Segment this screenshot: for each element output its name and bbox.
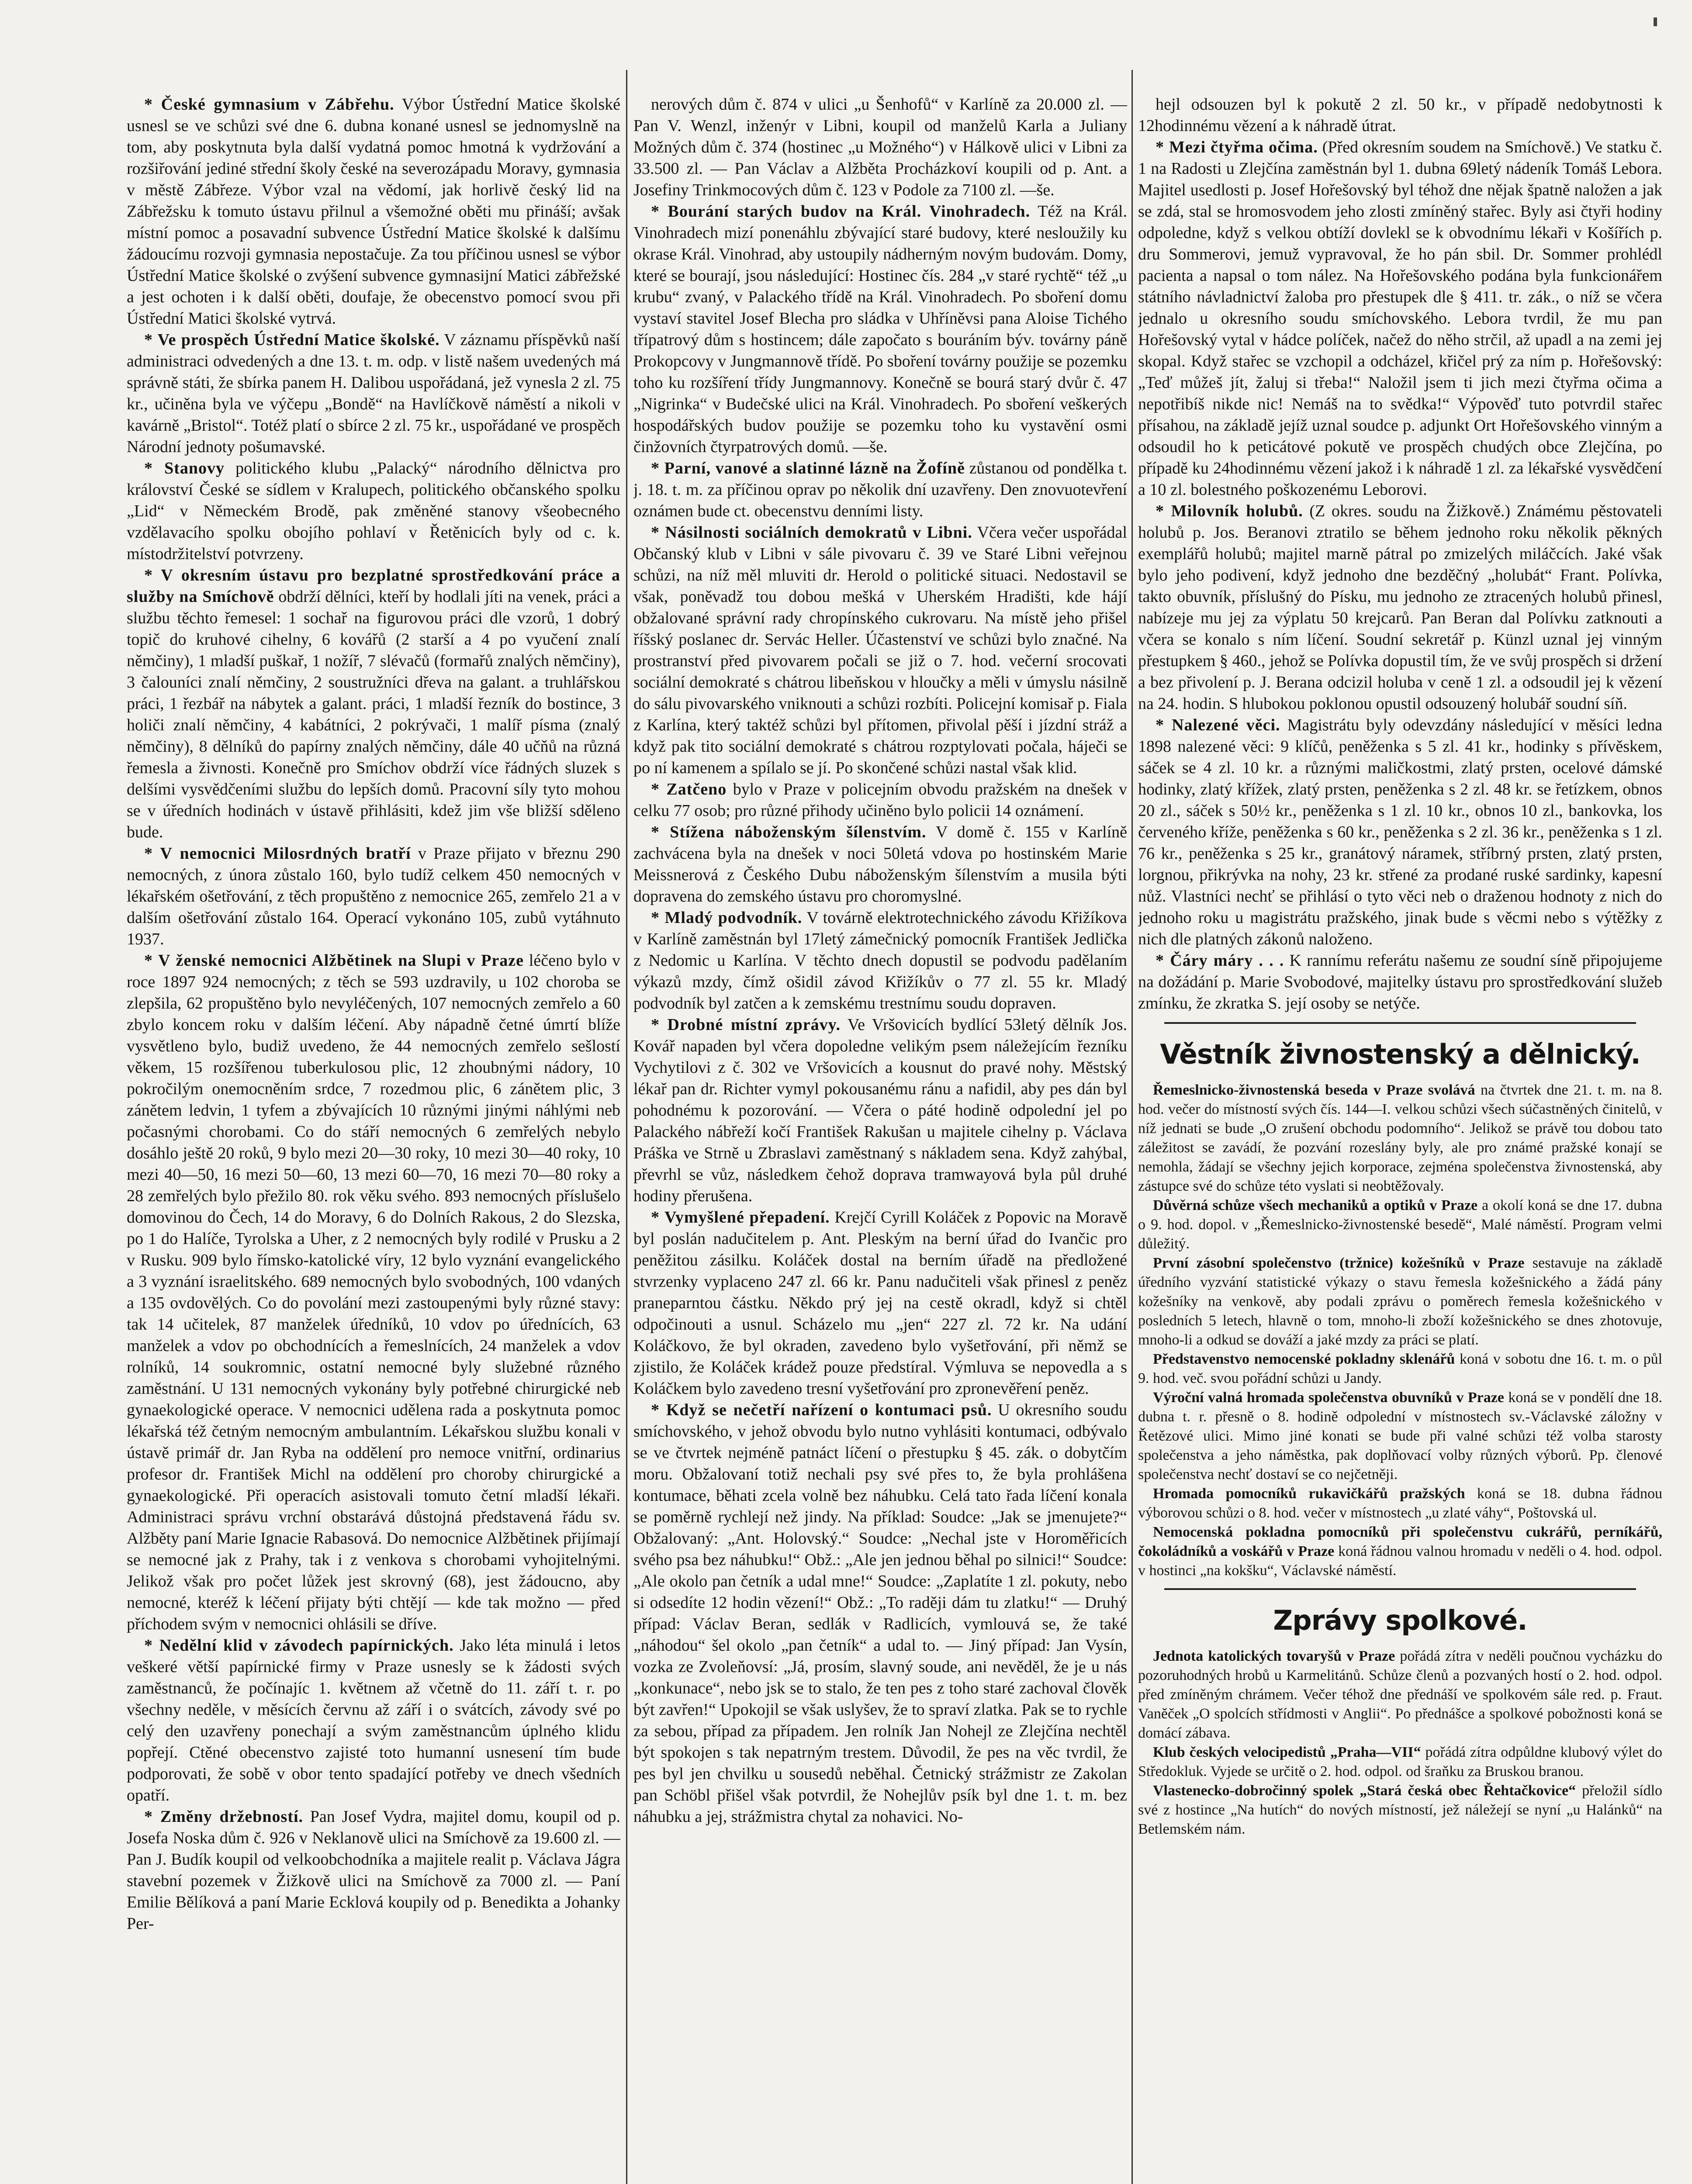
news-paragraph: [1138, 1484, 1662, 1523]
news-paragraph: [1138, 137, 1662, 501]
paragraph-text: koná v sobotu dne 16. t. m. o půl 9. hod. več. svou pořádní schůzi u Jandy.: [1138, 1351, 1662, 1386]
news-paragraph: [127, 565, 620, 843]
paragraph-headline: * V ženské nemocnici Alžbětinek na Slupi v Praze: [144, 951, 524, 970]
news-paragraph: [1138, 1647, 1662, 1743]
paragraph-text: přeložil sídlo své z hostince „Na hutích“ do nových místností, jež náležejí se nyní „u Halánků“ na Betlemském nám.: [1138, 1783, 1662, 1837]
paragraph-text: koná řádnou valnou hromadu v neděli o 4. hod. odpol. v hostinci „na kokšku“, Václavské náměstí.: [1138, 1543, 1662, 1579]
paragraph-text: pořádá zítra odpůldne klubový výlet do Středokluk. Vyjede se určitě o 2. hod. odpol. od šraňku za Bruskou branou.: [1138, 1744, 1662, 1780]
news-paragraph: [633, 458, 1127, 522]
paragraph-headline: * Když se nečetří nařízení o kontumaci psů.: [651, 1401, 992, 1419]
paragraph-headline: * Drobné místní zprávy.: [651, 1016, 841, 1034]
news-paragraph: [633, 201, 1127, 458]
paragraph-headline: Jednota katolických tovaryšů v Praze: [1153, 1648, 1395, 1664]
news-paragraph: [127, 329, 620, 458]
paragraph-headline: * Změny držebností.: [144, 1807, 304, 1826]
paragraph-headline: * Čáry máry . . .: [1156, 951, 1284, 970]
paragraph-text: koná se v pondělí dne 18. dubna t. r. přesně o 8. hodině odpolední v místnostech sv.-Václavské záložny v Řetězové ulici. Mimo jiné konati se bude při valné schůzi též volba starosty společenstva a jeho náměstka, pak doplňovací volby různých výborů. Pp. členové společenstva nechť dostaví se co nejčetněji.: [1138, 1389, 1662, 1482]
paragraph-headline: Hromada pomocníků rukavičkářů pražských: [1153, 1486, 1465, 1502]
news-paragraph: [127, 950, 620, 1635]
paragraph-headline: * Stanovy: [144, 459, 225, 477]
section-title: Zprávy spolkové.: [1273, 1604, 1527, 1636]
paragraph-headline: * Vymyšlené přepadení.: [651, 1208, 830, 1227]
news-paragraph: [127, 843, 620, 950]
section-divider: [1164, 1022, 1636, 1024]
news-paragraph: [1138, 1523, 1662, 1580]
news-paragraph: [127, 1806, 620, 1935]
column-divider: [626, 70, 627, 2184]
paragraph-headline: * Mladý podvodník.: [651, 909, 803, 927]
news-paragraph: [633, 1207, 1127, 1400]
paragraph-headline: Řemeslnicko-živnostenská beseda v Praze svolává: [1153, 1082, 1475, 1098]
column-divider: [1131, 70, 1133, 2184]
paragraph-text: U okresního soudu smíchovského, v jehož obvodu bylo nutno vyhlásiti kontumaci, odbývalo se ve čtvrtek nejméně patnáct líčení o přestupku § 45. zák. o dobytčím moru. Obžalovaní totiž nechali psy své přes to, že byla prohlášena kontumace, běhati zcela volně bez náhubku. Celá tato řada líčení konala se poměrně rychlejí než jindy. Na příklad: Soudce: „Jak se jmenujete?“ Obžalovaný: „Ant. Holovský.“ Soudce: „Nechal jste v Horoměřicích svého psa bez náhubku!“ Obž.: „Ale jen jednou běhal po silnici!“ Soudce: „Ale okolo pan četník a udal mne!“ Soudce: „Zaplatíte 1 zl. pokuty, nebo si odsedíte 12 hodin vězení!“ Obž.: „To raději dám tu zlatku!“ — Druhý případ: Václav Beran, sedlák v Radlicích, vymlouvá se, že také „náhodou“ šel okolo „pan četník“ a udal to. — Jiný případ: Jan Vysín, vozka ze Zvoleňovsí: „Já, prosím, slavný soude, ani nevěděl, že je u nás „konkunace“, nebo jsk se to stalo, že ten pes z toho staré zachoval člověk být zavřen!“ Upokojil se však uslyšev, že to spraví zlatka. Pak se to rychle za sebou, případ za případem. Jen rolník Jan Nohejl ze Zlejčína nechtěl být spokojen s tak nepatrným trestem. Důvodil, že pes na věc tvrdil, že pes byl jen chvilku u sousedů neběhal. Četnický strážmistr ze Zakolan pan Schöbl přišel však potvrdil, že Nohejlův psík byl dne 1. t. m. bez náhubku a jej, strážmistra chytal za nohavici. No-: [633, 1401, 1127, 1826]
paragraph-text: zůstanou od pondělka t. j. 18. t. m. za příčinou oprav po několik dní uzavřeny. Den znovuotevření oznámen bude ct. obecenstvu denními listy.: [633, 459, 1127, 520]
paragraph-headline: * Násilnosti sociálních demokratů v Libni.: [651, 523, 972, 542]
paragraph-headline: * Zatčeno: [651, 780, 727, 798]
paragraph-headline: * Nalezené věci.: [1156, 716, 1280, 734]
paragraph-text: V domě č. 155 v Karlíně zachvácena byla na dnešek v noci 50letá vdova po hostinském Marie Meissnerová z Českého Dubu náboženským šílenstvím a musila býti dopravena do zemského ústavu pro choromyslné.: [633, 823, 1127, 905]
paragraph-headline: * V nemocnici Milosrdných bratří: [144, 844, 411, 863]
paragraph-text: sestavuje na základě úředního vyzvání statistické výkazy o stavu řemesla kožešnického a žádá pány kožešníky na venkově, aby podali zprávu o poměrech řemesla kožešnického v posledních 5 letech, hlavně o tom, mnoho-li zboží kožešnického se dnes zhotovuje, mnoho-li a odkud se dováží a jaké mzdy za práci se platí.: [1138, 1255, 1662, 1348]
paragraph-text: K rannímu referátu našemu ze soudní síně připojujeme na dožádání p. Marie Svobodové, majitelky ústavu pro sprostředkování služeb zmínku, že zkratka S. její osoby se netýče.: [1138, 951, 1662, 1013]
paragraph-text: Pan Josef Vydra, majitel domu, koupil od p. Josefa Noska dům č. 926 v Neklanově ulici na Smíchově za 19.600 zl. — Pan J. Budík koupil od velkoobchodníka a majitele realit p. Václava Jágra stavební pozemek v Žižkově ulici na Smíchově za 7000 zl. — Paní Emilie Bělíková a paní Marie Ecklová koupily od p. Benedikta a Johanky Per-: [127, 1807, 620, 1933]
paragraph-text: na čtvrtek dne 21. t. m. na 8. hod. večer do místností svých čís. 144—I. velkou schůzi všech súčastněných činitelů, v níž jednati se bude „O zrušení obchodu podomního“. Jelikož se právě tou dobou tato záležitost se zavádí, že pozvání rozeslány byly, ale pro známé pražské konají se nemohla, žádají se všechny jejich korporace, zejména společenstva živnostenská, aby zástupce své do schůze této vyslati si neobtěžovaly.: [1138, 1082, 1662, 1194]
news-paragraph: [127, 1635, 620, 1806]
paragraph-headline: Vlastenecko-dobročinný spolek „Stará česká obec Řehtačkovice“: [1153, 1783, 1576, 1799]
news-paragraph: [633, 1014, 1127, 1207]
news-paragraph: [633, 822, 1127, 907]
news-paragraph: [1138, 501, 1662, 715]
paragraph-headline: * V okresním ústavu pro bezplatné sprostředkování práce a služby na Smíchově: [127, 566, 620, 606]
paragraph-text: hejl odsouzen byl k pokutě 2 zl. 50 kr., v případě nedobytnosti k 12hodinnému vězení a k náhradě útrat.: [1138, 95, 1662, 135]
news-paragraph: [1138, 1081, 1662, 1196]
paragraph-headline: Nemocenská pokladna pomocníků při společenstvu cukrářů, perníkářů, čokoládníků a voskářů v Praze: [1138, 1524, 1662, 1559]
news-paragraph: [633, 907, 1127, 1014]
news-paragraph: [127, 458, 620, 565]
paragraph-headline: Důvěrná schůze všech mechaniků a optiků v Praze: [1153, 1197, 1478, 1213]
paragraph-text: Výbor Ústřední Matice školské usnesl se ve schůzi své dne 6. dubna konané usnesl se jednomyslně na tom, aby poskytnuta byla další vydatná pomoc hmotná k vydržování a rozšiřování jediné střední školy české na severozápadu Moravy, gymnasia v městě Zábřeze. Výbor vzal na vědomí, jak horlivě český lid na Zábřežsku k tomuto ústavu přilnul a všemožné oběti mu přináší; avšak místní pomoc a posavadní subvence Ústřední Matice školské k dalšímu žádoucímu rozvoji gymnasia nepostačuje. Za tou příčinou usnesl se výbor Ústřední Matice školské o zvýšení subvence gymnasijní Matici zábřežské a jest ochoten i k další oběti, doufaje, že obecenstvo pomocí svou při Ústřední Matici školské vytrvá.: [127, 95, 620, 328]
paragraph-text: Ve Vršovicích bydlící 53letý dělník Jos. Kovář napaden byl včera dopoledne velikým psem náležejícím řezníku Vychytilovi z č. 302 ve Vršovicích a kousnut do pravé nohy. Městský lékař pan dr. Richter vymyl pokousanému ránu a nafidil, aby pes dán byl pohodnému k pozorování. — Včera o páté hodině odpolední jel po Palackého nábřeží kočí František Rakušan u majitele cihelny p. Václava Práška ve Strně u Zbraslavi zaměstnaný s nákladem sena. Když zahýbal, převrhl se vůz, následkem čehož doprava tramwayová byla půl druhé hodiny přerušena.: [633, 1016, 1127, 1205]
news-paragraph: [1138, 1350, 1662, 1388]
news-paragraph: [1138, 950, 1662, 1014]
news-paragraph: [1138, 1743, 1662, 1781]
paragraph-headline: * Stížena náboženským šílenstvím.: [651, 823, 927, 841]
paragraph-text: Též na Král. Vinohradech mizí ponenáhlu zbývající staré budovy, které nesloužily ku okrase Král. Vinohrad, aby ustoupily nádherným novým budovám. Domy, které se bourají, jsou následující: Hostinec čís. 284 „v staré rychtě“ též „u krubu“ zvaný, v Palackého třídě na Král. Vinohradech. Po sboření domu vystaví stavitel Josef Blecha pro sládka v Uhříněvsi pana Aloise Tichého třípatrový dům s hostincem; dále započato s bouráním býv. továrny páně Prokopcovy v Jungmannově třídě. Po sboření továrny použije se pozemku toho ku rozšíření třídy Jungmannovy. Konečně se bourá starý dvůr č. 47 „Nigrinka“ v Budečské ulici na Král. Vinohradech. Po sboření veškerých hospodářských budov použije se pozemku toho ku vystavění osmi činžovních čtyrpatrových domů. —še.: [633, 202, 1127, 456]
news-paragraph: [1138, 94, 1662, 137]
news-paragraph: [127, 94, 620, 329]
paragraph-headline: Klub českých velocipedistů „Praha—VII“: [1153, 1744, 1421, 1760]
news-paragraph: [1138, 1254, 1662, 1350]
paragraph-text: Jako léta minulá i letos veškeré větší papírnické firmy v Praze usnesly se k žádosti svých zaměstnanců, že počínajíc 1. květnem až včetně do 11. září t. r. po všechny neděle, v měsících červnu až září i o svátcích, závody své po celý den uzavřeny ponechají a svým zaměstnancům úplného klidu popřejí. Ctěné obecenstvo zajisté toto humanní usnesení tím bude podporovati, že sobě v obor tento spadající potřeby ve dnech všedních opatří.: [127, 1636, 620, 1804]
paragraph-text: Magistrátu byly odevzdány následující v měsíci ledna 1898 nalezené věci: 9 klíčů, peněženka s 5 zl. 41 kr., hodinky s přívěskem, sáček se 4 zl. 10 kr. a různými maličkostmi, zlatý prsten, ocelové dámské hodinky, zlatý křížek, zlatý prsten, peněženka s 2 zl. 48 kr. se řetízkem, obnos 20 zl., sáček s 50½ kr., peněženka s 1 zl. 10 kr., obnos 10 zl., bankovka, los červeného kříže, peněženka s 60 kr., peněženka s 2 zl. 36 kr., peněženka s 1 zl. 76 kr., peněženka s 25 kr., granátový náramek, stříbrný prsten, zlatý prsten, lorgnou, přikrývka na nohy, 23 kr. střené za prodané ruské sardinky, kapesní nůž. Vlastníci nechť se přihlásí o tyto věci neb o draženou hodnoty z nich do jednoho roku u magistrátu pražského, jinak bude s věcmi nebo s výtěžky z nich dle platných zákonů naloženo.: [1138, 716, 1662, 948]
paragraph-headline: * Nedělní klid v závodech papírnických.: [144, 1636, 454, 1655]
paragraph-text: obdrží dělníci, kteří by hodlali jíti na venek, práci a službu těchto řemesel: 1 sochař na figurovou práci dle vzorů, 1 dobrý topič do kruhové cihelny, 6 kovářů (2 starší a 4 po vyučení znalí němčiny), 1 mladší puškař, 1 nožíř, 7 slévačů (formařů znalých němčiny), 3 čalouníci znalí němčiny, 2 soustružníci dřeva na galant. a truhlářskou práci, 1 řezbář na nábytek a galant. práci, 1 mladší řezník do bostince, 3 holiči znalí němčiny, 4 kabátníci, 2 pokrývači, 1 malíř písma (znalý němčiny), 8 dělníků do papírny znalých němčiny, dále 40 učňů na různá řemesla a živnosti. Konečně pro Smíchov obdrží více řádných sluzek s delšími vysvědčeními službu do lepších domů. Pracovní síly tyto mohou se v úředních hodinách v ústavě přihlásiti, kdež jim vše bližší sděleno bude.: [127, 587, 620, 841]
paragraph-text: V továrně elektrotechnického závodu Křižíkova v Karlíně zaměstnán byl 17letý zámečnický pomocník František Jedlička z Nedomic u Karlína. V těchto dnech dopustil se podvodu padělaním výkazů mzdy, čímž ošidil závod Křižíkův o 77 zl. 55 kr. Mladý podvodník byl zatčen a k zemskému trestnímu soudu dopraven.: [633, 909, 1127, 1013]
column-2: [633, 94, 1127, 2184]
column-1: [127, 94, 620, 2184]
column-3: [1138, 94, 1662, 2184]
news-paragraph: [633, 779, 1127, 822]
news-paragraph: [1138, 715, 1662, 950]
paragraph-text: bylo v Praze v policejním obvodu pražském na dnešek v celku 77 osob; pro různé přihody učiněno bylo policii 14 oznámení.: [633, 780, 1127, 820]
news-paragraph: [1138, 1388, 1662, 1484]
news-paragraph: [1138, 1781, 1662, 1839]
paragraph-headline: * České gymnasium v Zábřehu.: [144, 95, 394, 114]
paragraph-headline: * Parní, vanové a slatinné lázně na Žofíně: [651, 459, 965, 477]
paragraph-text: v Praze přijato v březnu 290 nemocných, z února zůstalo 160, bylo tudíž celkem 450 nemocných v lékařském ošetřování, z těch propuštěno z nemocnice 265, zemřelo 21 a v dalším ošetřování zůstalo 164. Operací vykonáno 105, zubů vytáhnuto 1937.: [127, 844, 620, 948]
paragraph-text: V záznamu příspěvků naší administraci odvedených a dne 13. t. m. odp. v listě našem uvedených má správně státi, že sbírka panem H. Dalibou uspořádaná, jež vynesla 2 zl. 75 kr., učiněna byla ve výčepu „Bondě“ na Havlíčkově náměstí a nikoli v kavárně „Bristol“. Totéž platí o sbírce 2 zl. 75 kr., uspořádané ve prospěch Národní jednoty pošumavské.: [127, 331, 620, 456]
section-divider: [1164, 1588, 1636, 1590]
paragraph-headline: * Ve prospěch Ústřední Matice školské.: [144, 331, 440, 349]
paragraph-text: koná se 18. dubna řádnou výborovou schůzi o 8. hod. večer v místnostech „u zlaté váhy“, Poštovská ul.: [1138, 1486, 1662, 1521]
paragraph-text: pořádá zítra v neděli poučnou vycházku do pozoruhodných hrobů u Karmelitánů. Schůze členů a pozvaných hostí o 2. hod. odpol. před zmíněným chrámem. Večer téhož dne přednáší ve spolkovém sále red. p. Fraut. Vaněček „O spolcích střídmosti v Anglii“. Po přednášce a spolkové pobožnosti koná se domácí zábava.: [1138, 1648, 1662, 1741]
paragraph-text: politického klubu „Palacký“ národního dělnictva pro království České se sídlem v Kralupech, politického občanského spolku „Lid“ v Německém Brodě, pak změněné stanovy všeobecného vzdělavacího spolku obojího pohlaví v Řetěnicích byly od c. k. místodržitelství potvrzeny.: [127, 459, 620, 563]
news-paragraph: [633, 94, 1127, 201]
paragraph-text: Krejčí Cyrill Koláček z Popovic na Moravě byl poslán nadučitelem p. Ant. Pleským na berní úřad do Ivančic pro peněžitou zásilku. Koláček dostal na berním úřadě na předložené stvrzenky vyplaceno 247 zl. 66 kr. Panu nadučiteli však přinesl z peněz praneparntou částku. Někdo prý jej na cestě okradl, když si chtěl odpočinouti a usnul. Scházelo mu „jen“ 227 zl. 72 kr. Na udání Koláčkovo, že byl okraden, zavedeno bylo vyšetřování, při němž se zjistilo, že Koláček krádež pouze předstíral. Výmluva se nepovedla a s Koláčkem bylo zavedeno tresní vyšetřování pro zpronevěření peněz.: [633, 1208, 1127, 1398]
paragraph-headline: Představenstvo nemocenské pokladny sklenářů: [1153, 1351, 1455, 1367]
paragraph-text: léčeno bylo v roce 1897 924 nemocných; z těch se 593 uzdravily, u 102 choroba se zlepšila, 62 propuštěno bylo nevyléčených, 107 nemocných zemřelo a 60 zbylo koncem roku v dalším léčení. Aby nápadně četné úmrtí blíže vysvětleno bylo, budiž uvedeno, že 44 nemocných zemřelo sešlostí věkem, 15 rozšířenou tuberkulosou plic, 12 zhoubnými nádory, 10 pokročilým onemocněním srdce, 7 rozedmou plic, 6 zánětem plic, 3 zánětem ledvin, 1 tyfem a zbývajících 10 různými jinými náhlými neb počasnými chorobami. Co do stáří nemocných 6 zemřelých nebylo dosáhlo ještě 20 roků, 9 bylo mezi 20—30 roky, 10 mezi 30—40 roky, 10 mezi 40—50, 16 mezi 50—60, 13 mezi 60—70, 16 mezi 70—80 roky a 28 zemřelých bylo přežilo 80. rok věku svého. 893 nemocných příslušelo domovinou do Čech, 14 do Moravy, 6 do Dolních Rakous, 2 do Slezska, po 1 do Halíče, Tyrolska a Uher, z 2 nemocných byly rodilé v Prusku a 2 v Rusku. 909 bylo římsko-katolické víry, 12 bylo vyznání evangelického a 3 vyznání israelitského. 689 nemocných bylo svobodných, 100 vdaných a 135 ovdovělých. Co do povolání mezi zastoupenými byly různé stavy: tak 14 učitelek, 87 manželek úředníků, 10 vdov po úřednících, 63 manželek a vdov po obchodnících a řemeslnících, 24 manželek a vdov rolníků, 14 soukromnic, ostatní nemocné byly služebné různého zaměstnání. U 131 nemocných vykonány byly potřebné chirurgické neb gynaekologické operace. V nemocnici udělena rada a poskytnuta pomoc lékařská též četným nemocným ambulantním. Lékařskou službu konali v ústavě primář dr. Jan Ryba na oddělení pro nemoce vnitřní, ordinarius profesor dr. František Michl na oddělení pro choroby chirurgické a gynaekologické. Při operacích asistovali tomuto četní mladší lékaři. Administraci správu vrchní obstarává důstojná představená řádu sv. Alžběty paní Marie Ignacie Rabasová. Do nemocnice Alžbětinek přijímají se nemocné jak z Prahy, tak i z venkova s chorobami vyhojitelnými. Jelikož však pro počet lůžek jest skrovný (68), jest žádoucno, aby nemocné, kteréž k léčení přijaty býti chtějí — kde tak možno — před příchodem svým v nemocnici ohlásili se dříve.: [127, 951, 620, 1633]
paragraph-text: Včera večer uspořádal Občanský klub v Libni v sále pivovaru č. 39 ve Staré Libni veřejnou schůzi, na níž měl mluviti dr. Herold o politické situaci. Nedostavil se však, poněvadž tou dobou mešká v Uherském Hradišti, kde hájí obžalované správní rady chropínského cukrovaru. Na místě jeho přišel říšský poslanec dr. Servác Heller. Účastenství ve schůzi bylo značné. Na prostranství před pivovarem počali se již o 7. hod. večerní srocovati sociální demokraté s chátrou libeňskou v hloučky a měli v úmyslu násilně do sálu pivovarského vniknouti a schůzi rozbíti. Policejní komisař p. Fiala z Karlína, který taktéž schůzi byl přítomen, přivolal pěší i jízdní stráž a když pak tito sociální demokraté s chátrou rozptylovati počala, háječi se po ní kamenem a spílalo se jí. Po skončené schůzi nastal však klid.: [633, 523, 1127, 777]
paragraph-headline: * Bourání starých budov na Král. Vinohradech.: [651, 202, 1031, 221]
paragraph-text: nerových dům č. 874 v ulici „u Šenhofů“ v Karlíně za 20.000 zl. — Pan V. Wenzl, inženýr v Libni, koupil od manželů Karla a Juliany Možných dům č. 374 (hostinec „u Možného“) v Hálkově ulici v Libni za 33.500 zl. — Pan Václav a Alžběta Procházkoví koupili od p. Ant. a Josefiny Trinkmocových dům č. 123 v Podole za 7100 zl. —še.: [633, 95, 1127, 199]
paragraph-headline: * Mezi čtyřma očima.: [1156, 138, 1318, 156]
paragraph-headline: Výroční valná hromada společenstva obuvníků v Praze: [1153, 1389, 1504, 1406]
paragraph-text: a okolí koná se dne 17. dubna o 9. hod. dopol. v „Řemeslnicko-živnostenské besedě“, Malé náměstí. Program velmi důležitý.: [1138, 1197, 1662, 1252]
news-paragraph: [633, 522, 1127, 779]
paragraph-text: (Z okres. soudu na Žižkově.) Známému pěstovateli holubů p. Jos. Beranovi ztratilo se během jednoho roku několik pěkných exemplářů holubů; majitel marně pátral po zmizelých miláčcích. Jaké však bylo jeho podivení, když jednoho dne bezděčný „holubát“ Frant. Polívka, takto obuvník, příslušný do Písku, mu jednoho ze ztracených holubů přinesl, nabízeje mu jej za výplatu 50 krejcarů. Pan Beran dal Polívku zatknouti a včera se konalo s ním líčení. Soudní sekretář p. Künzl uznal jej vinným přestupkem § 460., jehož se Polívka dopustil tím, že ve svůj prospěch si držení a bez přivolení p. J. Berana odcizil holuba v ceně 1 zl. a odsoudil jej k vězení na 24. hodin. S hlubokou poklonou opustil odsouzený holubář soudní síň.: [1138, 502, 1662, 713]
page-corner-mark: [1654, 17, 1657, 26]
paragraph-headline: První zásobní společenstvo (tržnice) kožešníků v Praze: [1153, 1255, 1525, 1271]
paragraph-text: (Před okresním soudem na Smíchově.) Ve statku č. 1 na Radosti u Zlejčína zaměstnán byl 1. dubna 69letý nádeník Tomáš Lebora. Majitel usedlosti p. Josef Hořešovský byl téhož dne nějak špatně naložen a jak se zdá, stal se hromosvodem jeho zlosti zmíněný stařec. Byly asi čtyři hodiny odpoledne, když s velkou obtíží dovlekl se k obvodnímu lékaři v Košířích p. dru Sommerovi, jemuž vypravoval, že ho pán sbil. Dr. Sommer prohlédl pacienta a napsal o tom nález. Na Hořešovského podána byla funkcionářem státního návladnictví žaloba pro přestupek dle § 411. tr. zák., o níž se včera jednalo u okresního soudu smíchovského. Lebora tvrdil, že mu pan Hořešovský vytal v hádce políček, načež do něho strčil, až upadl a na zemi jej skopal. Když stařec se vzchopil a odcházel, křičel prý za ním p. Hořešovský: „Teď můžeš jít, žaluj si třeba!“ Naložil jsem ti jich mezi čtyřma očima a nepotřibíš nikde nic! Nemáš na to svědka!“ Výpověď tuto potvrdil stařec přísahou, na základě jejíž uznal soudce p. adjunkt Ort Hořešovského vinným a odsoudil ho k peticátové pokutě ve prospěch chudých obce Zlejčína, po případě ku 24hodinnému vězení jakož i k náhradě 1 zl. za lékařské vysvědčení a 10 zl. bolestného poškozenému Leborovi.: [1138, 138, 1662, 499]
paragraph-headline: * Milovník holubů.: [1156, 502, 1303, 520]
news-paragraph: [633, 1400, 1127, 1828]
news-paragraph: [1138, 1196, 1662, 1254]
section-title: Věstník živnostenský a dělnický.: [1160, 1038, 1640, 1070]
